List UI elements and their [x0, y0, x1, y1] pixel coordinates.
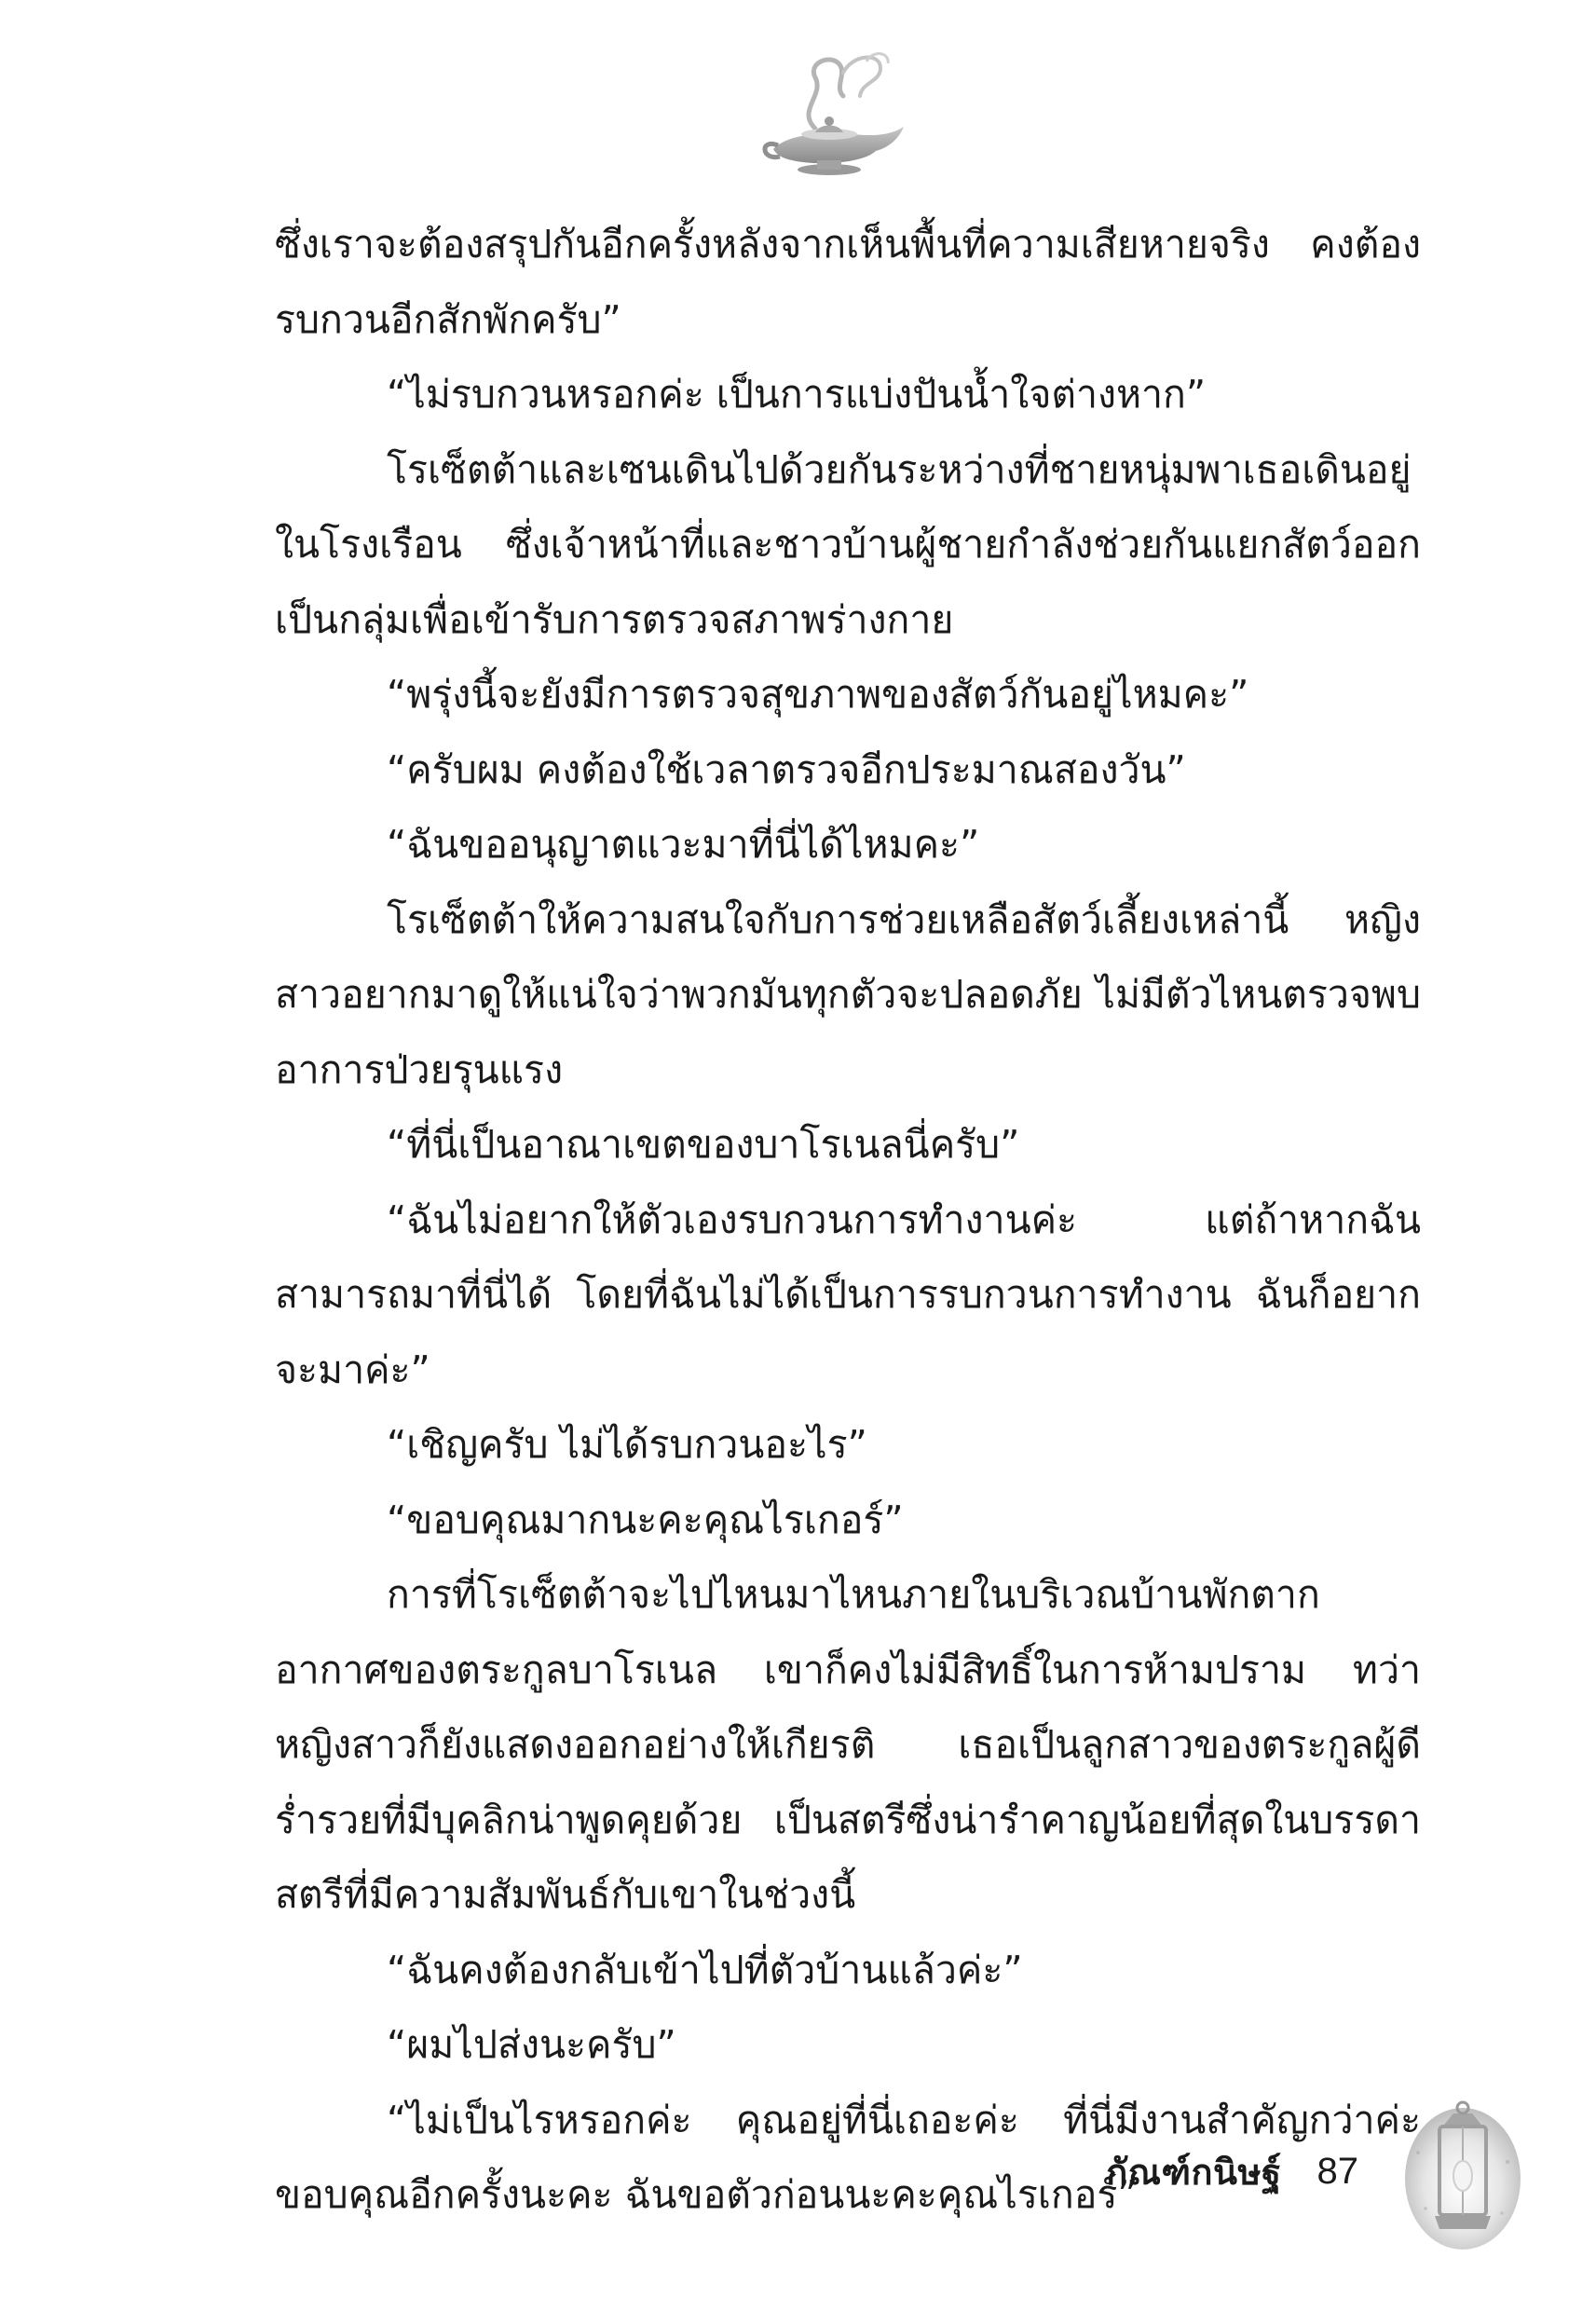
- paragraph: “ครับผม คงต้องใช้เวลาตรวจอีกประมาณสองวัน”: [387, 746, 1186, 792]
- paragraph: “ไม่เป็นไรหรอกค่ะ คุณอยู่ที่นี่เถอะค่ะ ที่นี่มีงานสำคัญกว่าค่ะ ขอบคุณอีกครั้งนะคะ ฉันขอตัวก่อนนะคะคุณไรเกอร์”: [275, 2097, 1421, 2217]
- book-title: กัณฑ์กนิษฐ์: [1106, 2151, 1282, 2193]
- lantern-icon: [1398, 2097, 1528, 2255]
- paragraph: โรเซ็ตต้าและเซนเดินไปด้วยกันระหว่างที่ชายหนุ่มพาเธอเดินอยู่ในโรงเรือน ซึ่งเจ้าหน้าที่และชาวบ้านผู้ชายกำลังช่วยกันแยกสัตว์ออกเป็นกลุ่มเพื่อเข้ารับการตรวจสภาพร่างกาย: [275, 446, 1421, 642]
- paragraph: “ขอบคุณมากนะคะคุณไรเกอร์”: [387, 1497, 904, 1542]
- paragraph: “ผมไปส่งนะครับ”: [387, 2022, 676, 2067]
- paragraph: “ฉันไม่อยากให้ตัวเองรบกวนการทำงานค่ะ แต่ถ้าหากฉันสามารถมาที่นี่ได้ โดยที่ฉันไม่ได้เป็นการรบกวนการทำงาน ฉันก็อยากจะมาค่ะ”: [275, 1197, 1421, 1392]
- paragraph: “ไม่รบกวนหรอกค่ะ เป็นการแบ่งปันน้ำใจต่างหาก”: [387, 372, 1207, 417]
- paragraph: การที่โรเซ็ตต้าจะไปไหนมาไหนภายในบริเวณบ้านพักตากอากาศของตระกูลบาโรเนล เขาก็คงไม่มีสิทธิ์ในการห้ามปราม ทว่าหญิงสาวก็ยังแสดงออกอย่างให้เกียรติ เธอเป็นลูกสาวของตระกูลผู้ดีร่ำรวยที่มีบุคลิกน่าพูดคุยด้วย เป็นสตรีซึ่งน่ารำคาญน้อยที่สุดในบรรดาสตรีที่มีความสัมพันธ์กับเขาในช่วงนี้: [275, 1572, 1421, 1917]
- paragraph: “เชิญครับ ไม่ได้รบกวนอะไร”: [387, 1422, 867, 1467]
- paragraph: “พรุ่งนี้จะยังมีการตรวจสุขภาพของสัตว์กันอยู่ไหมคะ”: [387, 672, 1249, 717]
- paragraph: ซึ่งเราจะต้องสรุปกันอีกครั้งหลังจากเห็นพื้นที่ความเสียหายจริง คงต้องรบกวนอีกสักพักครับ”: [275, 222, 1421, 342]
- paragraph: “ที่นี่เป็นอาณาเขตของบาโรเนลนี่ครับ”: [387, 1122, 1020, 1167]
- page-number: 87: [1316, 2150, 1358, 2192]
- paragraph: โรเซ็ตต้าให้ความสนใจกับการช่วยเหลือสัตว์เลี้ยงเหล่านี้ หญิงสาวอยากมาดูให้แน่ใจว่าพวกมันทุกตัวจะปลอดภัย ไม่มีตัวไหนตรวจพบอาการป่วยรุนแรง: [275, 896, 1421, 1092]
- paragraph: “ฉันขออนุญาตแวะมาที่นี่ได้ไหมคะ”: [387, 822, 980, 867]
- page-footer: [1106, 2143, 1358, 2199]
- body-text: [275, 207, 1421, 2233]
- genie-lamp-icon: [750, 45, 918, 185]
- paragraph: “ฉันคงต้องกลับเข้าไปที่ตัวบ้านแล้วค่ะ”: [387, 1947, 1023, 1992]
